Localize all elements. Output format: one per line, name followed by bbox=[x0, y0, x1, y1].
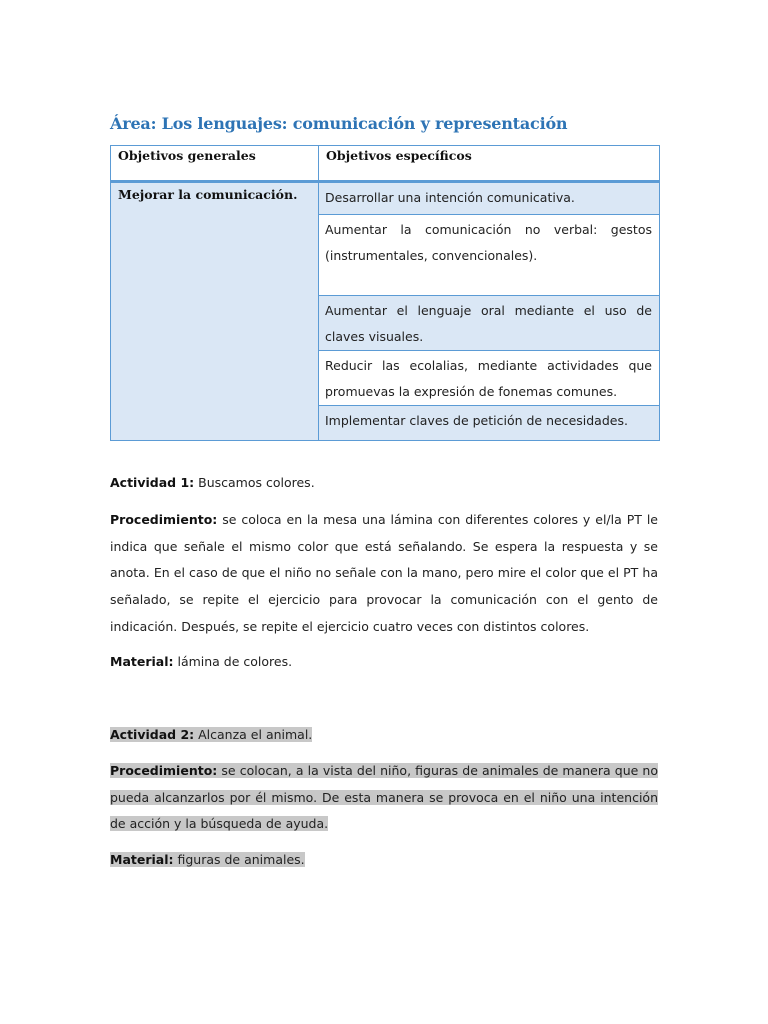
activity2-material-text: figuras de animales. bbox=[173, 852, 305, 867]
table-header-row bbox=[111, 146, 660, 182]
objectives-table bbox=[110, 145, 660, 441]
header-specific-label: Objetivos específicos bbox=[326, 148, 472, 163]
activity1-procedure-label: Procedimiento: bbox=[110, 512, 218, 527]
specific-objective: Aumentar el lenguaje oral mediante el uso de claves visuales. bbox=[325, 303, 652, 344]
activity1-title-text: Buscamos colores. bbox=[194, 475, 315, 490]
specific-objective-cell bbox=[319, 406, 660, 441]
activity2-title-text: Alcanza el animal. bbox=[194, 727, 313, 742]
area-heading: Área: Los lenguajes: comunicación y representación bbox=[110, 114, 568, 133]
activity2-title-label: Actividad 2: bbox=[110, 727, 195, 742]
activity2-material bbox=[110, 847, 658, 874]
activity1-procedure bbox=[110, 507, 658, 641]
activity2-procedure-text: se colocan, a la vista del niño, figuras de animales de manera que no pueda alcanzarlos por él mismo. De esta manera se provoca en el niño una intención de acción y la búsqueda de ayuda. bbox=[110, 763, 658, 832]
header-cell-specific bbox=[319, 146, 660, 182]
specific-objective-cell bbox=[319, 296, 660, 351]
activity2-title bbox=[110, 722, 658, 749]
activity1-procedure-text: se coloca en la mesa una lámina con diferentes colores y el/la PT le indica que señale el mismo color que está señalando. Se espera la respuesta y se anota. En el caso de que el niño no señale con la mano, pero mire el color que el PT ha señalado, se repite el ejercicio para provocar la comunicación con el gento de indicación. Después, se repite el ejercicio cuatro veces con distintos colores. bbox=[110, 512, 658, 634]
specific-objective-cell bbox=[319, 351, 660, 406]
activity1-material-label: Material: bbox=[110, 654, 174, 669]
specific-objective: Implementar claves de petición de necesidades. bbox=[325, 413, 628, 428]
general-objective: Mejorar la comunicación. bbox=[118, 187, 298, 202]
table-row bbox=[111, 182, 660, 215]
specific-objective: Aumentar la comunicación no verbal: gestos (instrumentales, convencionales). bbox=[325, 222, 652, 263]
activity2-material-highlight bbox=[110, 852, 305, 867]
specific-objective: Desarrollar una intención comunicativa. bbox=[325, 190, 575, 205]
activity1-title-label: Actividad 1: bbox=[110, 475, 195, 490]
specific-objective-cell bbox=[319, 215, 660, 296]
header-general-label: Objetivos generales bbox=[118, 148, 256, 163]
activity1-title bbox=[110, 470, 658, 497]
activity2-title-highlight bbox=[110, 727, 312, 742]
specific-objective-cell bbox=[319, 182, 660, 215]
general-objective-cell bbox=[111, 182, 319, 441]
activity2-material-label: Material: bbox=[110, 852, 174, 867]
specific-objective: Reducir las ecolalias, mediante actividades que promuevas la expresión de fonemas comunes. bbox=[325, 358, 652, 399]
activity1-material-text: lámina de colores. bbox=[173, 654, 293, 669]
activity2-procedure bbox=[110, 758, 658, 838]
activity1-material bbox=[110, 649, 658, 676]
activity2-procedure-label: Procedimiento: bbox=[110, 763, 218, 778]
activity2-procedure-highlight bbox=[110, 763, 658, 831]
header-cell-general bbox=[111, 146, 319, 182]
